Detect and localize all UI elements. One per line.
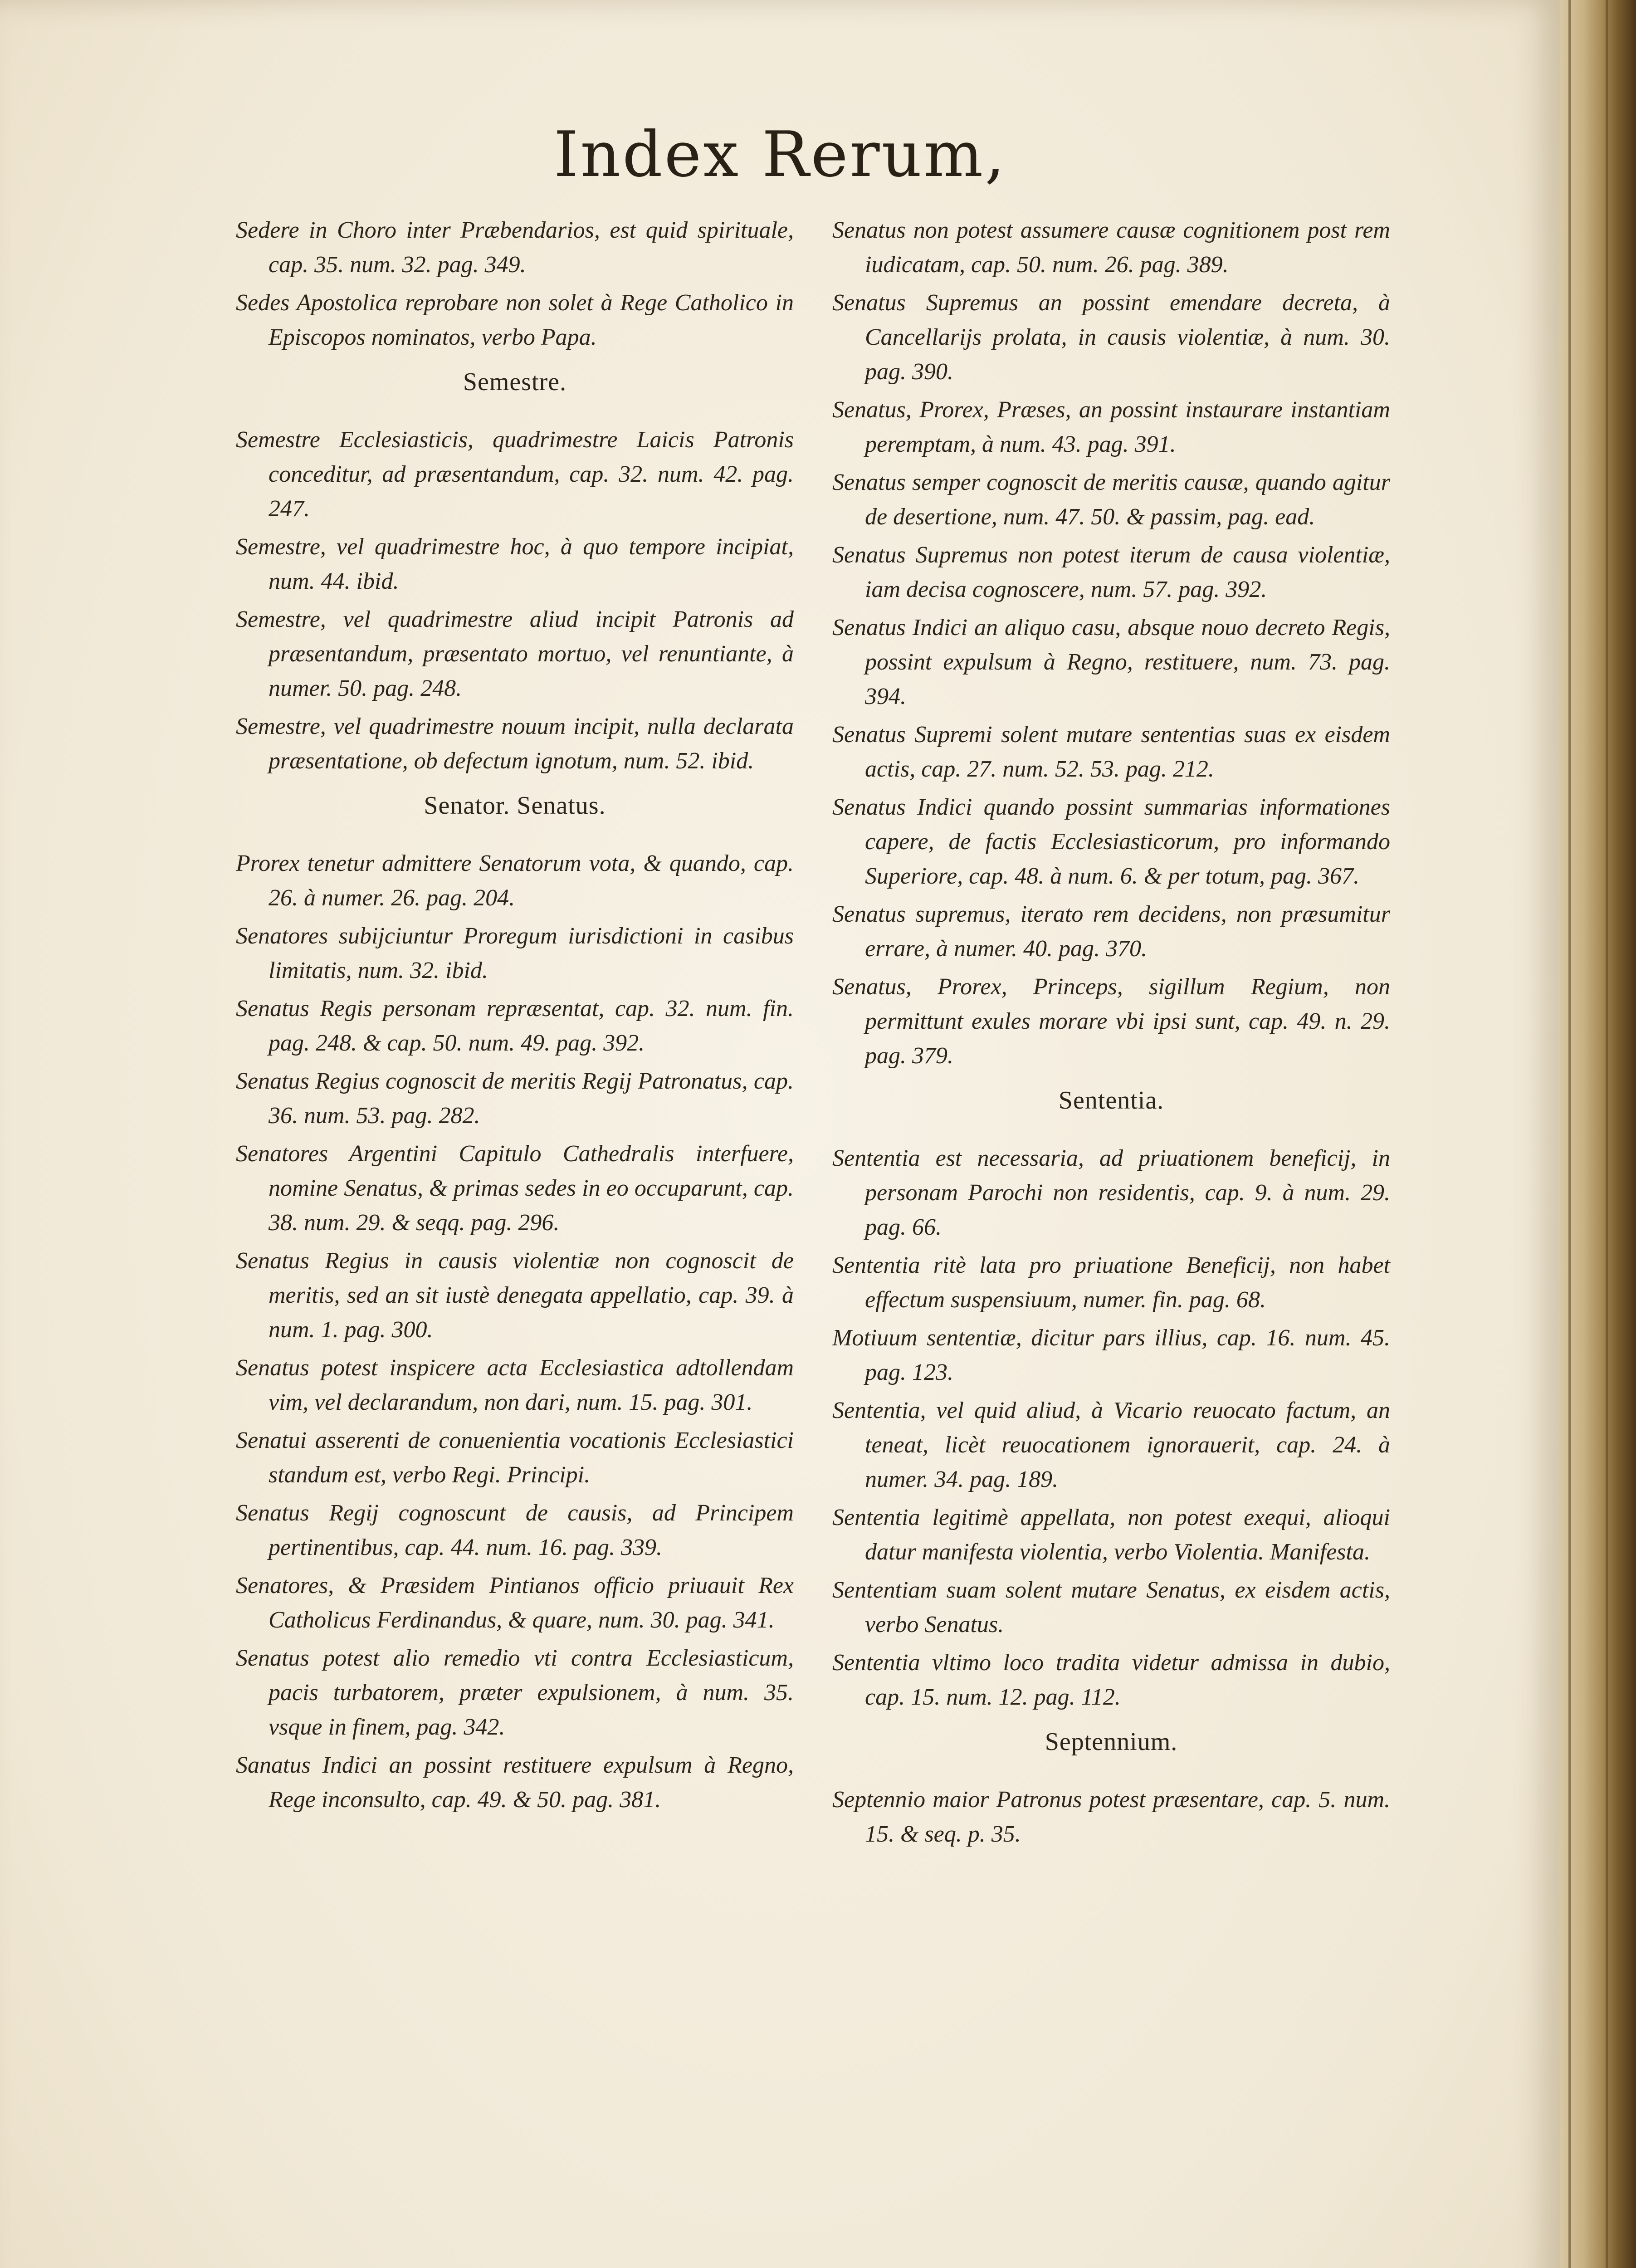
index-entry: Semestre, vel quadrimestre hoc, à quo tempore incipiat, num. 44. ibid.	[236, 534, 794, 594]
right-column	[832, 213, 1390, 1855]
index-entry: Sententia, vel quid aliud, à Vicario reuocato factum, an teneat, licèt reuocationem ignorauerit, cap. 24. à numer. 34. pag. 189.	[832, 1398, 1390, 1492]
index-entry: Semestre Ecclesiasticis, quadrimestre Laicis Patronis conceditur, ad præsentandum, cap. 32. num. 42. pag. 247.	[236, 427, 794, 522]
index-entry: Sanatus Indici an possint restituere expulsum à Regno, Rege inconsulto, cap. 49. & 50. pag. 381.	[236, 1752, 794, 1813]
index-entry: Senatus Indici quando possint summarias informationes capere, de factis Ecclesiasticorum, pro informando Superiore, cap. 48. à num. 6. & per totum, pag. 367.	[832, 794, 1390, 889]
page-title: Index Rerum,	[553, 118, 1007, 191]
section-heading: Senator. Senatus.	[424, 792, 606, 820]
index-entry: Senatus non potest assumere causæ cognitionem post rem iudicatam, cap. 50. num. 26. pag. 389.	[832, 217, 1390, 278]
index-entry: Sedes Apostolica reprobare non solet à Rege Catholico in Episcopos nominatos, verbo Papa.	[236, 290, 794, 350]
index-entry: Senatus Regij cognoscunt de causis, ad Principem pertinentibus, cap. 44. num. 16. pag. 339.	[236, 1500, 794, 1560]
section-heading: Sententia.	[1058, 1086, 1164, 1114]
index-entry: Senatus potest inspicere acta Ecclesiastica adtollendam vim, vel declarandum, non dari, num. 15. pag. 301.	[236, 1355, 794, 1415]
index-entry: Senatores, & Præsidem Pintianos officio priuauit Rex Catholicus Ferdinandus, & quare, num. 30. pag. 341.	[236, 1573, 794, 1633]
index-entry: Senatus Supremus an possint emendare decreta, à Cancellarijs prolata, in causis violentiæ, à num. 30. pag. 390.	[832, 290, 1390, 385]
index-entry: Sententia ritè lata pro priuatione Beneficij, non habet effectum suspensiuum, numer. fin. pag. 68.	[832, 1252, 1390, 1313]
page-edge	[1560, 0, 1636, 2268]
section-heading: Semestre.	[463, 368, 567, 396]
index-entry: Semestre, vel quadrimestre nouum incipit, nulla declarata præsentatione, ob defectum ignotum, num. 52. ibid.	[236, 714, 794, 774]
index-entry: Senatus potest alio remedio vti contra Ecclesiasticum, pacis turbatorem, præter expulsionem, à num. 35. vsque in finem, pag. 342.	[236, 1645, 794, 1740]
index-entry: Sententiam suam solent mutare Senatus, ex eisdem actis, verbo Senatus.	[832, 1577, 1390, 1637]
index-entry: Senatus, Prorex, Præses, an possint instaurare instantiam peremptam, à num. 43. pag. 391.	[832, 397, 1390, 457]
index-entry: Senatus supremus, iterato rem decidens, non præsumitur errare, à numer. 40. pag. 370.	[832, 901, 1390, 962]
index-entry: Senatus Indici an aliquo casu, absque nouo decreto Regis, possint expulsum à Regno, restituere, num. 73. pag. 394.	[832, 615, 1390, 709]
index-entry: Sententia legitimè appellata, non potest exequi, alioqui datur manifesta violentia, verbo Violentia. Manifesta.	[832, 1505, 1390, 1565]
index-entry: Senatus Regis personam repræsentat, cap. 32. num. fin. pag. 248. & cap. 50. num. 49. pag. 392.	[236, 996, 794, 1056]
edge-line	[1606, 0, 1608, 2268]
edge-line	[1568, 0, 1571, 2268]
index-entry: Senatui asserenti de conuenientia vocationis Ecclesiastici standum est, verbo Regi. Principi.	[236, 1427, 794, 1488]
index-entry: Septennio maior Patronus potest præsentare, cap. 5. num. 15. & seq. p. 35.	[832, 1787, 1390, 1847]
index-entry: Sententia est necessaria, ad priuationem beneficij, in personam Parochi non residentis, cap. 9. à num. 29. pag. 66.	[832, 1145, 1390, 1240]
index-entry: Senatus Supremus non potest iterum de causa violentiæ, iam decisa cognoscere, num. 57. pag. 392.	[832, 542, 1390, 602]
index-entry: Senatores Argentini Capitulo Cathedralis interfuere, nomine Senatus, & primas sedes in eo occuparunt, cap. 38. num. 29. & seqq. pag. 296.	[236, 1141, 794, 1236]
index-entry: Sedere in Choro inter Præbendarios, est quid spirituale, cap. 35. num. 32. pag. 349.	[236, 217, 794, 278]
index-entry: Prorex tenetur admittere Senatorum vota, & quando, cap. 26. à numer. 26. pag. 204.	[236, 850, 794, 911]
index-entry: Senatus Supremi solent mutare sententias suas ex eisdem actis, cap. 27. num. 52. 53. pag. 212.	[832, 722, 1390, 782]
index-entry: Motiuum sententiæ, dicitur pars illius, cap. 16. num. 45. pag. 123.	[832, 1325, 1390, 1385]
section-heading: Septennium.	[1045, 1728, 1178, 1756]
index-entry: Senatus semper cognoscit de meritis causæ, quando agitur de desertione, num. 47. 50. & passim, pag. ead.	[832, 469, 1390, 530]
index-entry: Senatores subijciuntur Proregum iurisdictioni in casibus limitatis, num. 32. ibid.	[236, 923, 794, 983]
index-entry: Senatus Regius cognoscit de meritis Regij Patronatus, cap. 36. num. 53. pag. 282.	[236, 1068, 794, 1129]
index-entry: Senatus, Prorex, Princeps, sigillum Regium, non permittunt exules morare vbi ipsi sunt, cap. 49. n. 29. pag. 379.	[832, 974, 1390, 1069]
left-column	[236, 213, 794, 1821]
index-entry: Sententia vltimo loco tradita videtur admissa in dubio, cap. 15. num. 12. pag. 112.	[832, 1650, 1390, 1710]
index-entry: Semestre, vel quadrimestre aliud incipit Patronis ad præsentandum, præsentato mortuo, vel renuntiante, à numer. 50. pag. 248.	[236, 606, 794, 701]
index-entry: Senatus Regius in causis violentiæ non cognoscit de meritis, sed an sit iustè denegata appellatio, cap. 39. à num. 1. pag. 300.	[236, 1248, 794, 1343]
